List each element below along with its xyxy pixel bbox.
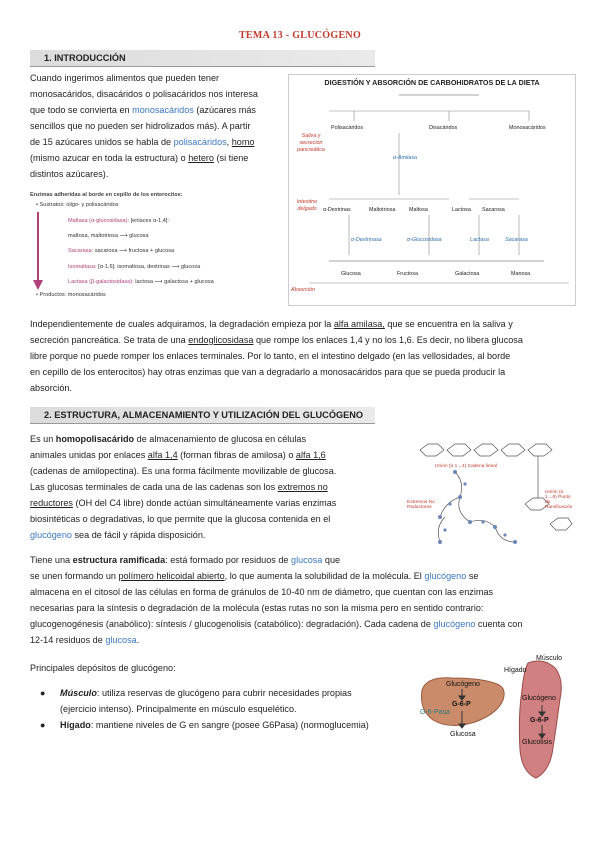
text-line: necesarias para la síntesis o degradación de la molécula (estas rutas no son la misma pero en sentido contrario:	[30, 603, 484, 613]
text-line: biosintéticas o degradativas, lo que permite que la glucosa contenida en el	[30, 514, 331, 524]
enzyme-row: Sacarasa: sacarosa ⟶ fructosa + glucosa	[68, 248, 175, 254]
bullet-icon: ●	[40, 720, 46, 730]
diagram-enzyme: α-Amilasa	[393, 155, 418, 161]
page-title: TEMA 13 - GLUCÓGENO	[238, 30, 362, 41]
section-heading-introduccion	[30, 50, 375, 66]
diagram-enzyme: α-Glucosidasa	[407, 237, 442, 243]
diagram-label-intestine: Intestino delgado	[296, 199, 318, 212]
organ-illustration	[418, 655, 578, 783]
liver-muscle-figure	[418, 655, 578, 783]
text-line: absorción.	[30, 383, 72, 393]
glycogen-label-ends: Extremos No Reductores	[407, 500, 435, 510]
deposits-heading: Principales depósitos de glucógeno:	[30, 663, 176, 673]
bullet-icon: ●	[40, 688, 46, 698]
keyword: homo	[231, 137, 255, 147]
enzyme-row: Lactasa (β-galactosidasa): lactosa ⟶ galactosa + glucosa	[68, 279, 214, 285]
keyword: glucógeno	[30, 530, 72, 540]
text-line: animales unidas por enlaces alfa 1,4 (forman fibras de amilosa) o alfa 1,6	[30, 450, 326, 460]
enzymes-heading: Enzimas adheridas al borde en cepillo de los enterocitos:	[30, 192, 183, 198]
text-line: que todo se convierta en monosacáridos (azúcares más	[30, 105, 256, 115]
glycogen-structure-figure	[405, 432, 575, 560]
text-line: Es un homopolisacárido de almacenamiento de glucosa en células	[30, 434, 306, 444]
list-item: ● Hígado: mantiene niveles de G en sangre (posee G6Pasa) (normoglucemia)	[30, 717, 410, 733]
diagram-enzyme: Sacarasa	[505, 237, 528, 243]
text-line: (cadenas de amilopectina). Es una forma fácilmente movilizable de glucosa.	[30, 466, 337, 476]
diagram-node: Lactosa	[452, 207, 471, 213]
diagram-node: Maltosa	[409, 207, 428, 213]
text-line: monosacáridos, disacáridos o polisacáridos nos interesa	[30, 89, 258, 99]
diagram-connectors	[289, 75, 575, 305]
organ-label-glycogen: Glucógeno	[522, 695, 556, 702]
glycogen-label-branch: Unión (α 1→6) Punto de Ramificación	[545, 490, 573, 510]
digestion-diagram	[288, 74, 576, 306]
diagram-node: Monosacáridos	[509, 125, 546, 131]
keyword: glucosa	[291, 555, 323, 565]
diagram-label-absorption: Absorción	[291, 287, 315, 293]
text-line: de 15 azúcares unidos se habla de polisacáridos, homo	[30, 137, 255, 147]
keyword: glucógeno	[424, 571, 467, 581]
enzyme-row: Maltasa (α-glucosidasa): [enlaces α-1,4]:	[68, 218, 169, 224]
organ-label-g6p: G-6-P	[530, 717, 549, 724]
ramified-paragraph	[30, 552, 570, 648]
text-line: libre porque no puede romper los enlaces terminales. Por lo tanto, en el intestino delgado (en las vellosidades, al borde	[30, 351, 511, 361]
deposits-list	[30, 685, 410, 733]
keyword: reductores	[30, 498, 73, 508]
text-line: Tiene una estructura ramificada: está formado por residuos de glucosa que	[30, 555, 341, 565]
keyword: extremos no	[277, 482, 328, 492]
list-item-label: Hígado	[60, 720, 91, 730]
text-line: Las glucosas terminales de cada una de las cadenas son los extremos no	[30, 482, 328, 492]
section-heading-text: 2. ESTRUCTURA, ALMACENAMIENTO Y UTILIZACIÓN DEL GLUCÓGENO	[44, 410, 364, 420]
diagram-node: Manosa	[511, 271, 531, 277]
text-line: se unen formando un polímero helicoidal abierto, lo que aumenta la solubilidad de la molécula. El glucógeno se	[30, 571, 479, 581]
enzymes-products: • Productos: monosacáridos	[36, 292, 106, 298]
structure-paragraph	[30, 431, 368, 543]
enzyme-row: Isomaltasa: [α-1,6]: isomaltosa, dextrinas ⟶ glucosa	[68, 264, 201, 270]
text-line: almacena en el citosol de las células en forma de gránulos de 10-40 nm de diámetro, que cuentan con las enzimas	[30, 587, 494, 597]
keyword: monosacáridos	[132, 105, 194, 115]
enzymes-figure	[30, 190, 280, 300]
diagram-label-saliva: Saliva y secreción pancreática	[297, 133, 325, 153]
list-item: ● Músculo: utiliza reservas de glucógeno para cubrir necesidades propias (ejercicio intenso). Principalmente en músculo esquelético.	[30, 685, 410, 717]
diagram-node: Polisacáridos	[331, 125, 364, 131]
keyword: homopolisacárido	[55, 434, 135, 444]
organ-label-glycolysis: Glucolisis	[522, 739, 552, 746]
organ-label-g6p: G-6-P	[452, 701, 471, 708]
diagram-node: Sacarosa	[482, 207, 505, 213]
diagram-node: Galactosa	[455, 271, 480, 277]
section-heading-estructura	[30, 407, 375, 423]
text-line: Independientemente de cuales adquiramos, la degradación empieza por la alfa amilasa, que se encuentra en la saliva y	[30, 319, 513, 329]
keyword: polímero helicoidal abierto	[118, 571, 225, 581]
diagram-node: Disacáridos	[429, 125, 458, 131]
keyword: glucógeno	[433, 619, 476, 629]
keyword: alfa amilasa,	[333, 319, 385, 329]
section-heading-text: 1. INTRODUCCIÓN	[44, 53, 126, 63]
keyword: alfa 1,4	[147, 450, 178, 460]
keyword: polisacáridos	[173, 137, 227, 147]
text-line: Cuando ingerimos alimentos que pueden tener	[30, 73, 220, 83]
text-line: reductores (OH del C4 libre) donde actúan simultáneamente varias enzimas	[30, 498, 337, 508]
text-line: en cepillo de los enterocitos) hay otras enzimas que van a degradarlo a monosacáridos para que se pueda producir la	[30, 367, 506, 377]
diagram-title: DIGESTIÓN Y ABSORCIÓN DE CARBOHIDRATOS DE LA DIETA	[324, 78, 540, 87]
section-underline	[30, 423, 375, 424]
text-line: sencillos que no pueden ser hidrolizados más). A partir	[30, 121, 251, 131]
keyword: estructura ramificada	[72, 555, 166, 565]
intro-paragraph	[30, 70, 280, 182]
diagram-node: α-Dextrinas	[323, 207, 351, 213]
keyword: endoglicosidasa	[188, 335, 254, 345]
organ-label-g6pase: G-6-Pasa	[420, 709, 450, 716]
organ-label-glucose: Glucosa	[450, 731, 476, 738]
diagram-node: Glucosa	[341, 271, 361, 277]
keyword: glucosa	[105, 635, 137, 645]
enzymes-substrates: • Sustratos: oligo- y polisacáridos	[36, 202, 119, 208]
text-line: (mismo azucar en toda la estructura) o hetero (si tiene	[30, 153, 249, 163]
keyword: alfa 1,6	[295, 450, 326, 460]
diagram-enzyme: α-Dextrinasa	[351, 237, 382, 243]
text-line: secreción pancreática. Se trata de una endoglicosidasa que rompe los enlaces 1,4 y no los 1,6. Es decir, no libera glucosa	[30, 335, 523, 345]
diagram-node: Fructosa	[397, 271, 418, 277]
enzyme-row: maltosa, maltotriosa ⟶ glucosa	[68, 233, 149, 239]
text-line: distintos azúcares).	[30, 169, 109, 179]
organ-label-glycogen: Glucógeno	[446, 681, 480, 688]
section-underline	[30, 66, 375, 67]
organ-label-liver: Hígado	[504, 667, 527, 674]
glycogen-label-chain: Unión (α 1→4) Cadena lineal	[435, 464, 497, 469]
list-item-label: Músculo	[60, 688, 97, 698]
keyword: hetero	[188, 153, 214, 163]
list-item-text: (ejercicio intenso). Principalmente en músculo esquelético.	[60, 704, 297, 714]
text-line: glucogenogénesis (anabólico): síntesis / glucogenolisis (catabólico): degradación). Cada cadena de glucógeno cuenta con	[30, 619, 523, 629]
text-line: glucógeno sea de fácil y rápida disposición.	[30, 530, 206, 540]
text-line: 12-14 residuos de glucosa.	[30, 635, 140, 645]
amylase-paragraph	[30, 316, 570, 396]
diagram-node: Maltotriosa	[369, 207, 396, 213]
diagram-enzyme: Lactasa	[470, 237, 489, 243]
organ-label-muscle: Músculo	[536, 655, 563, 662]
